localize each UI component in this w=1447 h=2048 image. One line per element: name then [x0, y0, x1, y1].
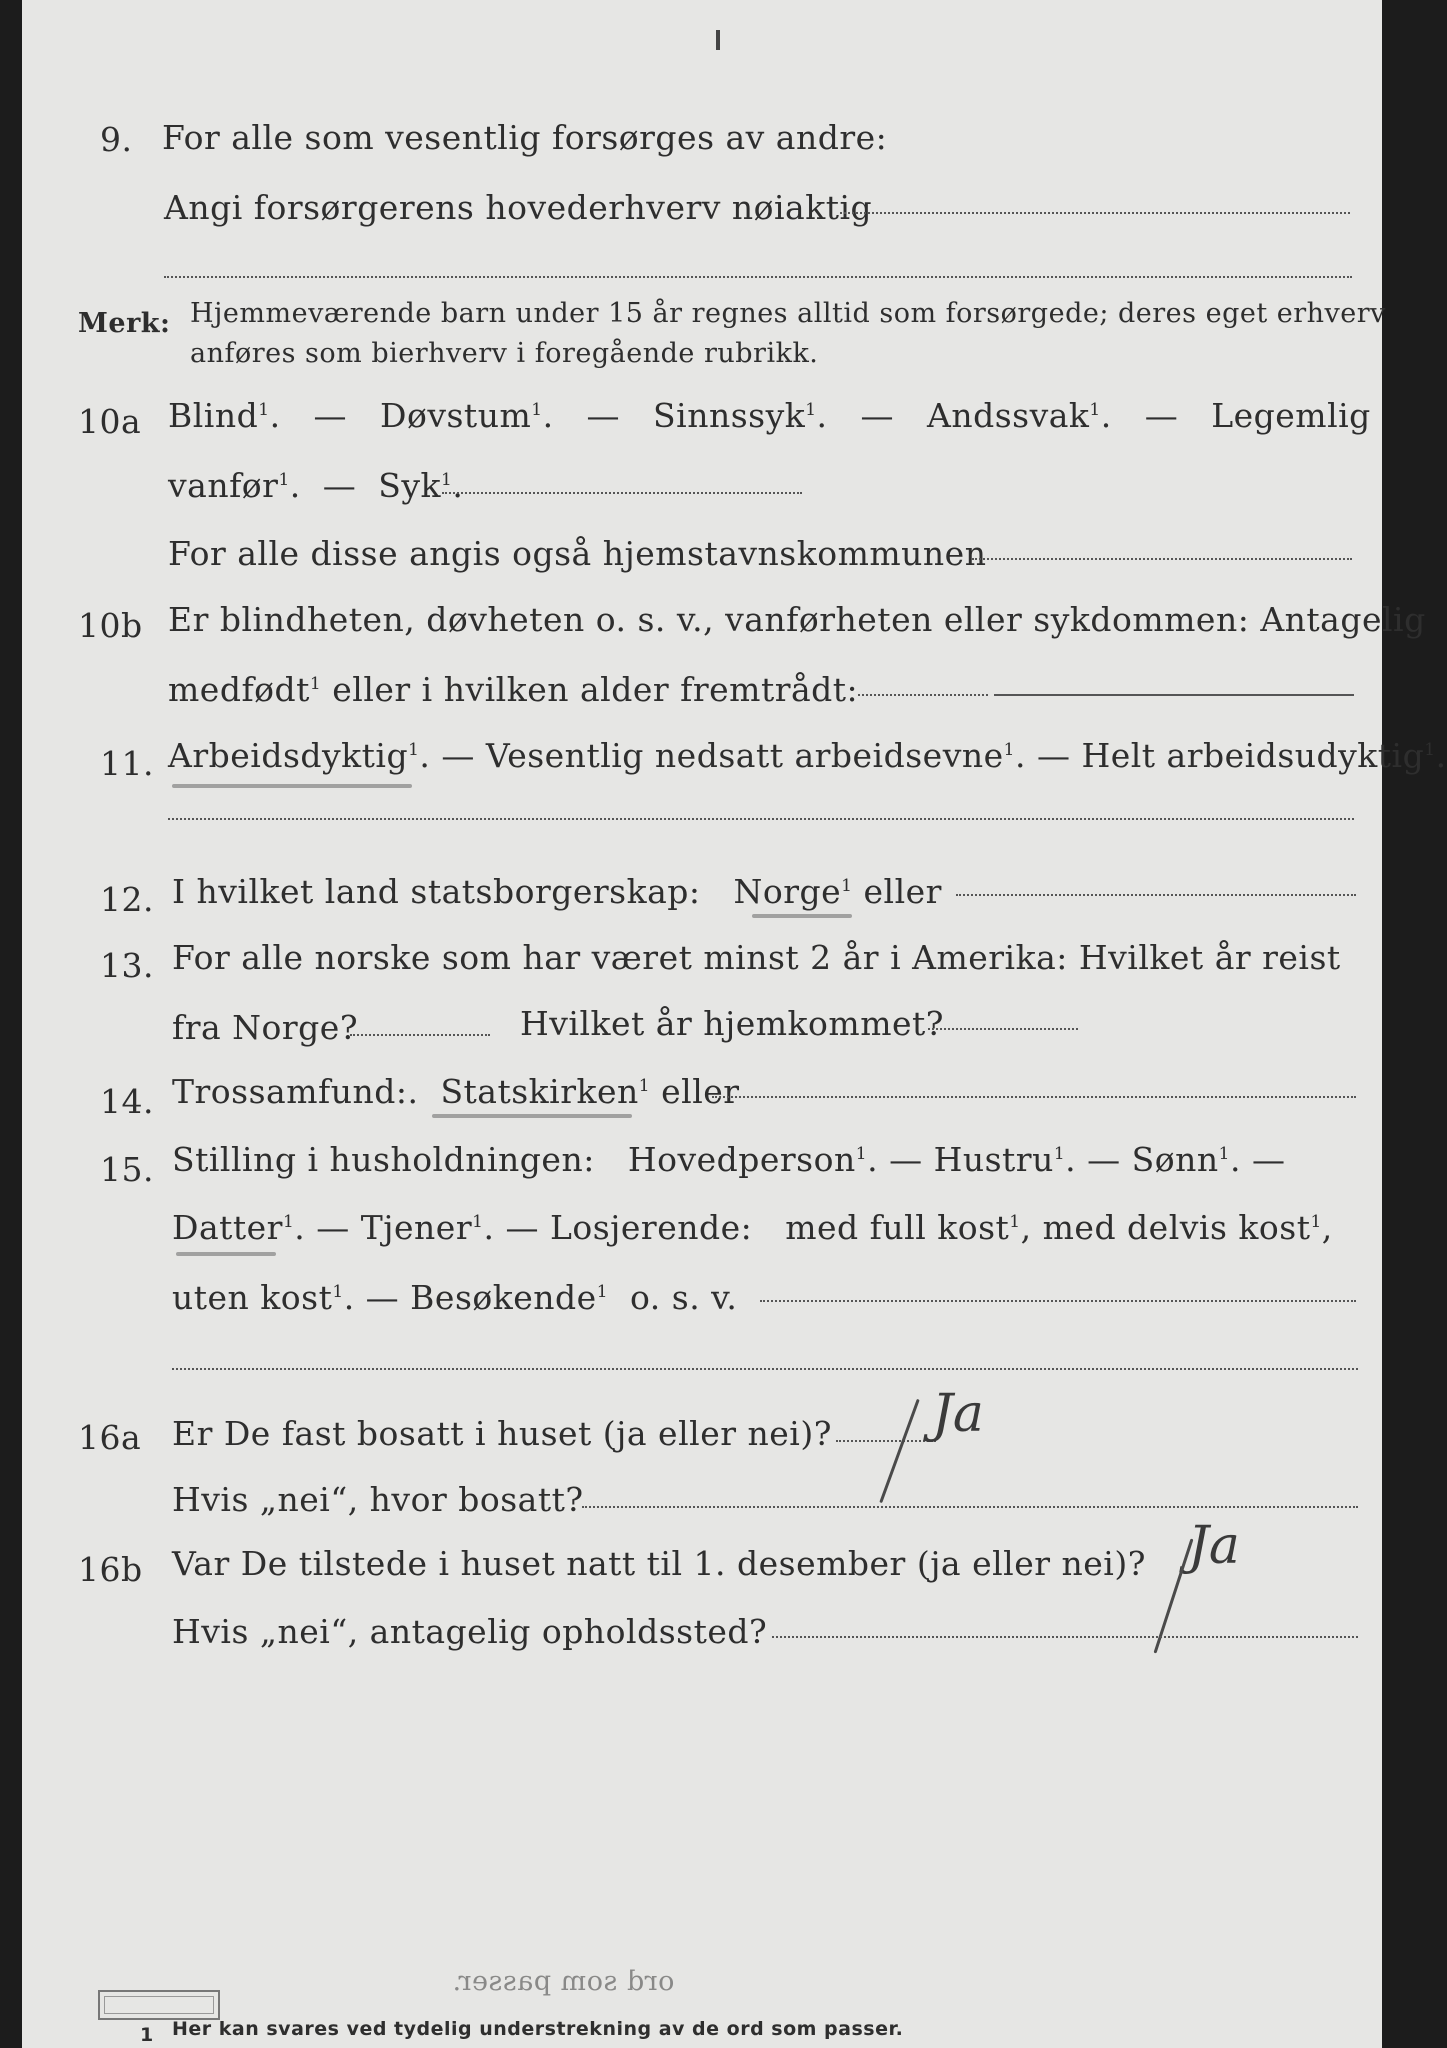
option-tjener[interactable]: Tjener$^1$.: [360, 1208, 495, 1247]
q16b-line1: Var De tilstede i huset natt til 1. desember (ja eller nei)?: [172, 1544, 1146, 1583]
page-mark: [716, 30, 720, 50]
q15-line1: Stilling i husholdningen: Hovedperson$^1$. — Hustru$^1$. — Sønn$^1$. —: [172, 1140, 1286, 1179]
option-hustru[interactable]: Hustru$^1$.: [933, 1140, 1077, 1179]
option-andssvak[interactable]: Andssvak$^1$.: [927, 396, 1112, 435]
q14-line1: Trossamfund:. Statskirken$^1$ eller: [172, 1072, 740, 1111]
q10a-hjemstavn-field[interactable]: [972, 558, 1352, 560]
note-line2: anføres som bierhverv i foregående rubrikk.: [190, 338, 819, 369]
option-hovedperson[interactable]: Hovedperson$^1$.: [627, 1140, 879, 1179]
q16a-bosatt-field[interactable]: [582, 1506, 1358, 1508]
footnote-text: Her kan svares ved tydelig understrekning av de ord som passer.: [172, 2018, 904, 2040]
q16b-number: 16b: [78, 1550, 143, 1589]
q9-answer-field[interactable]: [840, 212, 1350, 214]
q10a-line2: vanfør$^1$. — Syk$^1$.: [168, 466, 464, 505]
option-udyktig[interactable]: Helt arbeidsudyktig$^1$.: [1081, 736, 1447, 775]
underline-norge: [752, 914, 852, 918]
q15-number: 15.: [100, 1150, 154, 1189]
option-sonn[interactable]: Sønn$^1$.: [1131, 1140, 1241, 1179]
q13-number: 13.: [100, 946, 154, 985]
q9-line2: Angi forsørgerens hovederhverv nøiaktig: [164, 188, 873, 227]
q16a-number: 16a: [78, 1418, 142, 1457]
option-medfodt[interactable]: medfødt$^1$: [168, 670, 322, 709]
q9-line1: For alle som vesentlig forsørges av andre:: [162, 118, 888, 157]
underline-arbeidsdyktig: [172, 784, 412, 788]
option-dovstum[interactable]: Døvstum$^1$.: [380, 396, 554, 435]
q11-number: 11.: [100, 744, 154, 783]
q10a-line1: Blind$^1$. — Døvstum$^1$. — Sinnssyk$^1$. — Andssvak$^1$. — Legemlig: [168, 396, 1371, 435]
q10a-number: 10a: [78, 402, 142, 441]
option-vanfor[interactable]: vanfør$^1$.: [168, 466, 301, 505]
census-form-page: [22, 0, 1447, 2048]
note-line1: Hjemmeværende barn under 15 år regnes alltid som forsørgede; deres eget erhverv: [190, 298, 1386, 329]
option-syk[interactable]: Syk$^1$.: [378, 466, 464, 505]
q12-answer-field[interactable]: [956, 894, 1356, 896]
option-full-kost[interactable]: med full kost$^1$,: [785, 1208, 1032, 1247]
option-delvis-kost[interactable]: med delvis kost$^1$,: [1042, 1208, 1333, 1247]
q10b-alder-field[interactable]: [858, 694, 988, 696]
bleed-through-text: ord som passer.: [452, 1966, 675, 1997]
q16a-handwritten-answer: Ja: [932, 1384, 984, 1444]
q11-line1: Arbeidsdyktig$^1$. — Vesentlig nedsatt arbeidsevne$^1$. — Helt arbeidsudyktig$^1$.: [168, 736, 1447, 775]
option-datter[interactable]: Datter$^1$.: [172, 1208, 306, 1247]
q16b-line2: Hvis „nei“, antagelig opholdssted?: [172, 1612, 768, 1651]
q13-line1: For alle norske som har været minst 2 år i Amerika: Hvilket år reist: [172, 938, 1341, 977]
option-legemlig[interactable]: Legemlig: [1211, 396, 1371, 435]
q16b-handwritten-answer: Ja: [1188, 1516, 1240, 1576]
option-sinnssyk[interactable]: Sinnssyk$^1$.: [653, 396, 828, 435]
q15-line2: Datter$^1$. — Tjener$^1$. — Losjerende: med full kost$^1$, med delvis kost$^1$,: [172, 1208, 1333, 1247]
q10b-alder-line: [994, 694, 1354, 696]
q9-number: 9.: [100, 120, 133, 159]
underline-statskirken: [432, 1114, 632, 1118]
option-nedsatt[interactable]: Vesentlig nedsatt arbeidsevne$^1$.: [485, 736, 1026, 775]
q16a-answer-field[interactable]: [836, 1440, 936, 1442]
q10b-line1: Er blindheten, døvheten o. s. v., vanførheten eller sykdommen: Antagelig: [168, 600, 1426, 639]
q9-answer-field-2[interactable]: [164, 276, 1352, 278]
q10b-line2: medfødt$^1$ eller i hvilken alder fremtrådt:: [168, 670, 859, 709]
underline-datter: [176, 1252, 276, 1256]
footnote-marker: 1: [140, 2024, 154, 2046]
q16b-opholdssted-field[interactable]: [772, 1636, 1358, 1638]
printer-stamp: [98, 1990, 220, 2020]
q16a-line2: Hvis „nei“, hvor bosatt?: [172, 1480, 584, 1519]
option-blind[interactable]: Blind$^1$.: [168, 396, 281, 435]
q12-line1: I hvilket land statsborgerskap: Norge$^1$ eller: [172, 872, 942, 911]
option-statskirken[interactable]: Statskirken$^1$: [440, 1072, 651, 1111]
q16a-line1: Er De fast bosatt i huset (ja eller nei)?: [172, 1414, 832, 1453]
q15-line3: uten kost$^1$. — Besøkende$^1$ o. s. v.: [172, 1278, 738, 1317]
note-label: Merk:: [78, 308, 171, 339]
option-besokende[interactable]: Besøkende$^1$: [410, 1278, 609, 1317]
q10a-line3: For alle disse angis også hjemstavnskommunen: [168, 534, 987, 573]
q10b-number: 10b: [78, 606, 143, 645]
q13-fra-norge: fra Norge?: [172, 1008, 359, 1047]
q15-answer-field-2[interactable]: [172, 1368, 1358, 1370]
q13-hjemkommet-field[interactable]: [928, 1028, 1078, 1030]
option-uten-kost[interactable]: uten kost$^1$.: [172, 1278, 355, 1317]
q11-answer-field[interactable]: [168, 818, 1354, 820]
q15-answer-field[interactable]: [760, 1300, 1356, 1302]
q14-number: 14.: [100, 1082, 154, 1121]
q13-reist-field[interactable]: [350, 1034, 490, 1036]
q13-hjemkommet: Hvilket år hjemkommet?: [520, 1004, 944, 1043]
q10a-syk-field[interactable]: [442, 492, 802, 494]
option-arbeidsdyktig[interactable]: Arbeidsdyktig$^1$.: [168, 736, 431, 775]
q12-number: 12.: [100, 880, 154, 919]
q14-answer-field[interactable]: [712, 1096, 1356, 1098]
option-norge[interactable]: Norge$^1$: [733, 872, 853, 911]
q16a-pen-stroke: [879, 1399, 919, 1503]
